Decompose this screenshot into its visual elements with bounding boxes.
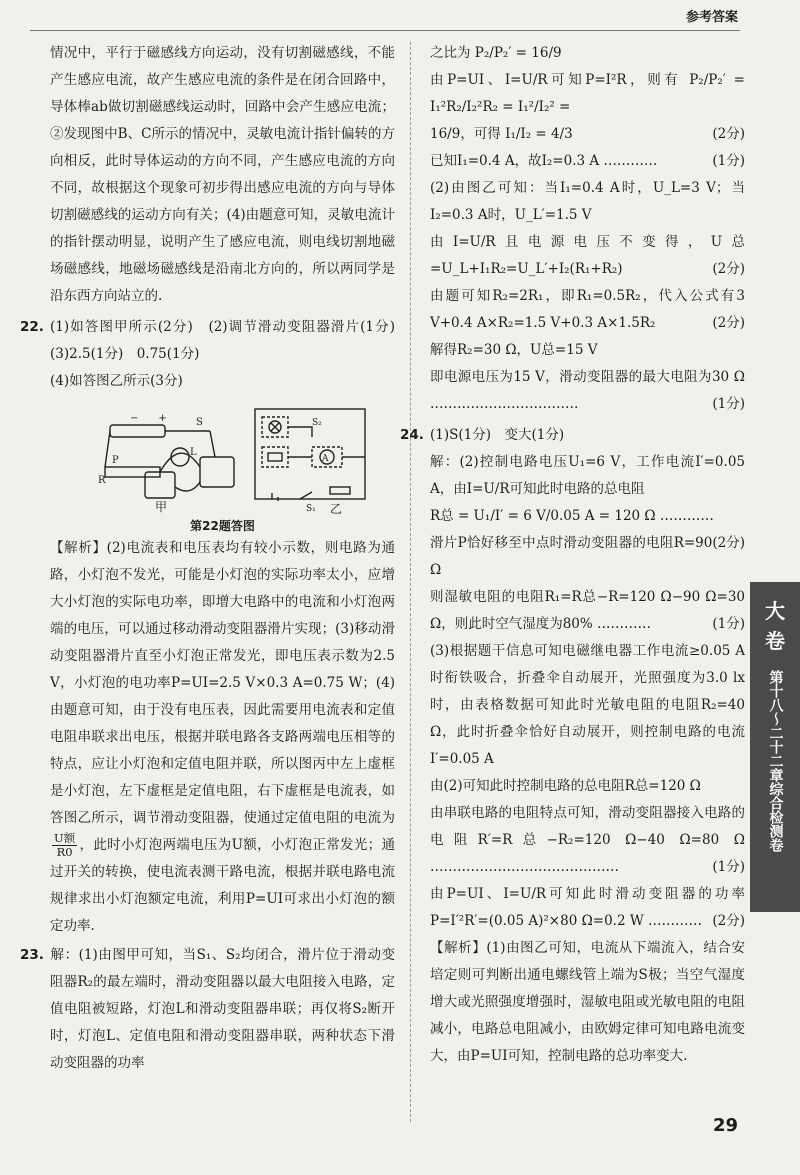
q23-solution: 解得R₂=30 Ω，U总=15 V (430, 342, 598, 358)
left-column (20, 40, 409, 1077)
voltmeter-box (200, 457, 234, 487)
score: (1分) (712, 153, 745, 169)
score: (1分) (712, 859, 745, 875)
q21-continuation: 情况中，平行于磁感线方向运动，没有切割磁感线，不能产生感应电流，故产生感应电流的条件是在闭合回路中，导体棒ab做切割磁感线运动时，回路中会产生感应电流；②发现图中B、C所示的情况中，灵敏电流计指针偏转的方向相反，此时导体运动的方向不同，产生感应电流的方向不同，故根据这个现象可初步得出感应电流的方向与导体切割磁感线的运动方向有关；(4)由题意可知，灵敏电流计的指针摆动明显，说明产生了感应电流，则电线切割地磁场磁感线，地磁场磁感线是沿南北方向的，所以两同学是沿东西方向站立的. (50, 45, 395, 304)
q23-conclusion (430, 364, 745, 418)
fraction-u-over-r0 (52, 832, 77, 859)
current-ratio-text: 16/9，可得 I₁/I₂ = 4/3 (430, 126, 573, 142)
circuit-jia (105, 425, 234, 498)
q23-i2-line (430, 148, 745, 175)
fraction-denominator: R0 (56, 845, 73, 859)
page-number: 29 (712, 1115, 738, 1136)
q23-voltage-equation (430, 229, 745, 283)
q24-slider-midpoint: 滑片P恰好移至中点时滑动变阻器的电阻R=90 Ω (430, 535, 713, 578)
side-tab (750, 582, 800, 912)
side-tab-da: 大 (765, 599, 785, 623)
q24-total-resistance (430, 503, 745, 551)
rheostat-resistance-text: 由串联电路的电阻特点可知，滑动变阻器接入电路的电阻R′=R总−R₂=120 Ω−40 Ω=80 Ω …………………………………… (430, 805, 745, 875)
ammeter-symbol: A (322, 454, 329, 464)
column-divider (410, 42, 411, 1122)
q24-power (430, 881, 745, 935)
score: (2分) (712, 126, 745, 142)
rheostat-label: R (98, 475, 106, 486)
q24-total-resistance-2: 由(2)可知此时控制电路的总电阻R总=120 Ω (430, 778, 701, 794)
right-column (400, 40, 745, 1070)
fraction-numerator: U额 (54, 831, 76, 845)
box-resistor (262, 447, 288, 467)
power-text: 由P=UI、I=U/R可知此时滑动变阻器的功率P=I′²R′=(0.05 A)²×80 Ω=0.2 W ………… (430, 886, 745, 929)
q24-rheostat-resistance (430, 800, 745, 881)
q23-current-ratio (430, 121, 745, 148)
i2-text: 已知I₁=0.4 A，故I₂=0.3 A ………… (430, 153, 658, 169)
q22-analysis (50, 535, 395, 940)
figure-caption: 第22题答图 (190, 519, 255, 533)
q23-substitution (430, 283, 745, 337)
q23-derivation-line: 由P=UI、I=U/R可知P=I²R，则有 P₂/P₂′ = I₁²R₂/I₂²R₂ = I₁²/I₂² = (430, 72, 745, 115)
conclusion-text: 即电源电压为15 V，滑动变阻器的最大电阻为30 Ω …………………………… (430, 369, 745, 412)
score: (2分) (712, 315, 745, 331)
total-resistance-text: R总 = U₁/I′ = 6 V/0.05 A = 120 Ω ………… (430, 508, 714, 524)
q22-analysis-part1: 【解析】(2)电流表和电压表均有较小示数，则电路为通路，小灯泡不发光，可能是小灯泡的实际功率太小，应增大小灯泡的实际电功率，即增大电路中的电流和小灯泡两端的电压，可以通过移动滑动变阻器滑片实现；(3)移动滑动变阻器滑片直至小灯泡正常发光，即电压表示数为2.5 V，小灯泡的电功率P=UI=2.5 V×0.3 A=0.75 W；(4)由题意可知，由于没有电压表，因此需要用电流表和定值电阻串联求出电压，根据并联电路各支路两端电压相等的特点，应让小灯泡和定值电阻并联，所以图丙中左上虚框是小灯泡，左下虚框是定值电阻，右下虚框是电流表，如答图乙所示，调节滑动变阻器，使通过定值电阻的电流为 (50, 540, 395, 826)
q22-number: 22. (20, 319, 44, 335)
q24-part2-intro: 解：(2)控制电路电压U₁=6 V，工作电流I′=0.05 A，由I=U/R可知此时电路的总电阻 (430, 454, 745, 497)
q23-text: 解：(1)由图甲可知，当S₁、S₂均闭合，滑片位于滑动变阻器R₂的最左端时，滑动变阻器以最大电阻接入电路，定值电阻被短路，灯泡L和滑动变阻器串联；再仅将S₂断开时，灯泡L、定值电阻和滑动变阻器串联，两种状态下滑动变阻器的功率 (50, 947, 395, 1071)
q24-part3: (3)根据题干信息可知电磁继电器工作电流≥0.05 A时衔铁吸合，折叠伞自动展开，光照强度为3.0 lx时，由表格数据可知此时光敏电阻的电阻R₂=40 Ω，此时折叠伞恰好自动展开，则控制电路的电流I′=0.05 A (430, 643, 745, 767)
switch-label: S (196, 417, 203, 428)
q22-answer-line2: (4)如答图乙所示(3分) (50, 373, 183, 389)
side-tab-juan: 卷 (765, 629, 785, 653)
page-header-title: 参考答案 (685, 10, 738, 25)
q23-answer (20, 942, 395, 1077)
humidity-text: 则湿敏电阻的电阻R₁=R总−R=120 Ω−90 Ω=30 Ω，则此时空气湿度为80% ………… (430, 589, 745, 632)
q22-analysis-part2: ，此时小灯泡两端电压为U额，小灯泡正常发光；通过开关的转换，使电流表测干路电流，根据并联电路电流规律求出小灯泡额定电流，利用P=UI可求出小灯泡的额定功率. (50, 837, 395, 934)
q23-ratio-line: 之比为 P₂/P₂′ = 16/9 (430, 45, 562, 61)
q22-answer-text: (1)如答图甲所示(2分) (2)调节滑动变阻器滑片(1分) (3)2.5(1分) 0.75(1分) (50, 319, 409, 362)
q24-analysis: 【解析】(1)由图乙可知，电流从下端流入，结合安培定则可判断出通电螺线管上端为S极；当空气湿度增大或光照强度增强时，湿敏电阻或光敏电阻的电阻减小，电路总电阻减小，由欧姆定律可知电路电流变大，由P=UI可知，控制电路的总功率变大. (430, 940, 745, 1064)
q24-number: 24. (400, 427, 424, 443)
voltage-equation-text: 由I=U/R且电源电压不变得，U总=U_L+I₁R₂=U_L′+I₂(R₁+R₂) (430, 234, 745, 277)
score: (1分) (712, 396, 745, 412)
q22-answer-line1 (20, 314, 409, 368)
header-rule (30, 30, 740, 31)
score: (2分) (712, 913, 745, 929)
slider-label: P (112, 455, 119, 466)
score: (1分) (712, 616, 745, 632)
q24-part1 (400, 422, 745, 449)
score: (2分) (712, 261, 745, 277)
bulb (171, 448, 189, 466)
side-tab-chapters: 第十八～二十二章综合检测卷 (767, 670, 784, 852)
lamp-label: L (190, 447, 197, 458)
q24-part1-text: (1)S(1分) 变大(1分) (430, 427, 565, 443)
circuit-yi (255, 409, 365, 501)
q23-number: 23. (20, 947, 44, 963)
score: (2分) (712, 535, 745, 551)
circuit-diagrams (50, 397, 395, 515)
q22-answer-figure (50, 397, 395, 515)
substitution-text: 由题可知R₂=2R₁，即R₁=0.5R₂，代入公式有3 V+0.4 A×R₂=1.5 V+0.3 A×1.5R₂ (430, 288, 745, 331)
s2-label: S₂ (312, 418, 322, 428)
q23-part2: (2)由图乙可知：当I₁=0.4 A时，U_L=3 V；当I₂=0.3 A时，U_L′=1.5 V (430, 180, 745, 223)
figure-yi-label: 乙 (330, 502, 343, 515)
figure-jia-label: 甲 (155, 500, 168, 514)
battery-plus-minus: − + (130, 413, 167, 424)
q24-humidity (430, 584, 745, 638)
s1-label: S₁ (306, 504, 316, 514)
battery-box (110, 425, 165, 437)
